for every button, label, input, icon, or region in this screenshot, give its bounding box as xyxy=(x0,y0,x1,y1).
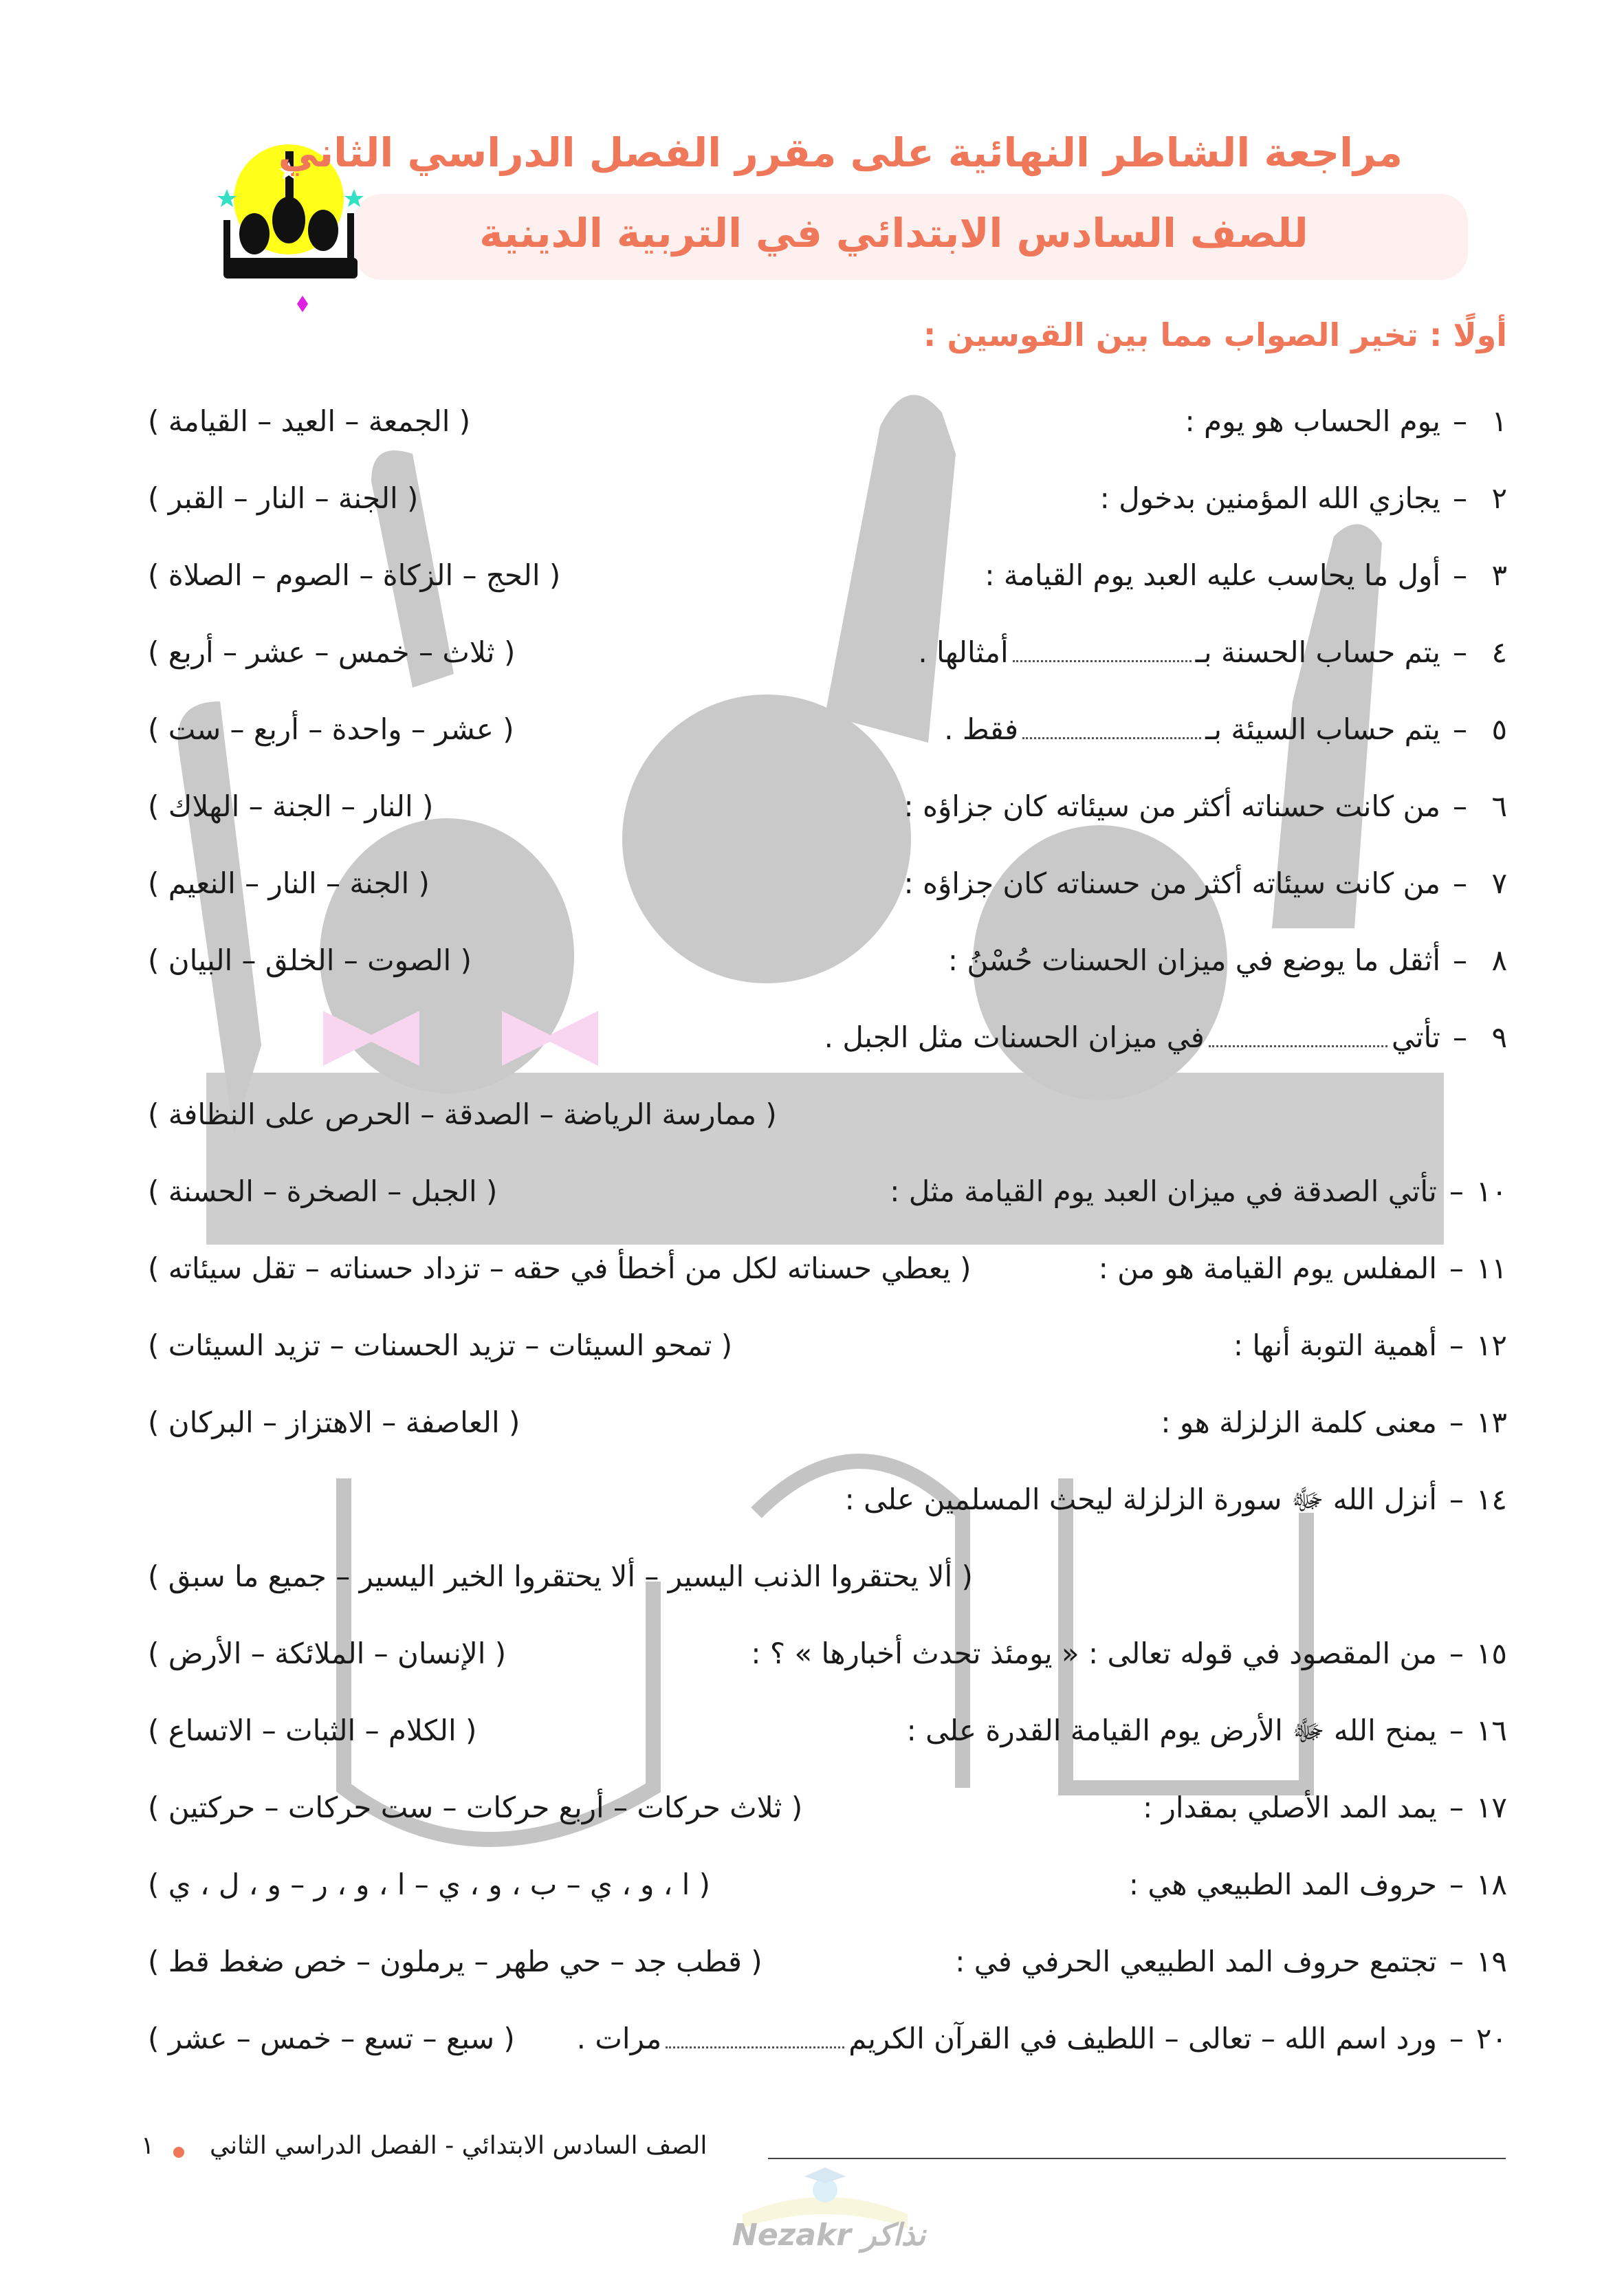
question-text xyxy=(944,710,1507,749)
question-number: ١٣ xyxy=(1475,1406,1507,1439)
dash: – xyxy=(1453,866,1467,900)
question-number: ٢ xyxy=(1491,481,1507,515)
question-number: ١٩ xyxy=(1475,1945,1507,1978)
page-number: ١ xyxy=(141,2132,155,2160)
question-number: ٨ xyxy=(1491,943,1507,977)
question-text xyxy=(1099,1249,1507,1288)
question-number: ١٥ xyxy=(1475,1637,1507,1670)
dash: – xyxy=(1449,1637,1464,1670)
question-row xyxy=(0,1326,1624,1403)
question-text xyxy=(1185,402,1507,441)
footer-divider xyxy=(768,2158,1506,2159)
question-row xyxy=(0,1249,1624,1326)
question-stem: من كانت حسناته أكثر من سيئاته كان جزاؤه : xyxy=(903,789,1440,823)
question-number: ٧ xyxy=(1491,866,1507,900)
answer-options: ( الصوت – الخلق – البيان ) xyxy=(148,943,472,977)
question-row xyxy=(0,1172,1624,1249)
question-stem: أول ما يحاسب عليه العبد يوم القيامة : xyxy=(985,558,1440,592)
question-stem: تأتي الصدقة في ميزان العبد يوم القيامة مثل : xyxy=(890,1174,1437,1208)
answer-options: ( الكلام – الثبات – الاتساع ) xyxy=(148,1714,477,1747)
question-row xyxy=(0,556,1624,633)
answer-options: ( قطب جد – حي طهر – يرملون – خص ضغط قط ) xyxy=(148,1945,762,1978)
question-number: ٦ xyxy=(1491,789,1507,823)
question-stem-end: مرات . xyxy=(576,2022,662,2055)
question-row xyxy=(0,479,1624,556)
question-text xyxy=(1143,1789,1507,1827)
question-stem: يتم حساب السيئة بـ xyxy=(1205,712,1440,746)
answer-options: ( الحج – الزكاة – الصوم – الصلاة ) xyxy=(148,558,561,592)
answer-options: ( الجنة – النار – القبر ) xyxy=(148,481,419,515)
answer-options: ( ا ، و ، ي – ب ، و ، ي – ا ، و ، ر – و ، ل ، ي ) xyxy=(148,1868,711,1901)
question-row xyxy=(0,1635,1624,1712)
question-row xyxy=(0,2020,1624,2097)
question-row xyxy=(0,1866,1624,1943)
question-text xyxy=(955,1943,1507,1981)
dash: – xyxy=(1449,1714,1464,1747)
question-text xyxy=(1129,1866,1507,1904)
question-text xyxy=(890,1172,1507,1211)
dash: – xyxy=(1449,1329,1464,1362)
question-stem: يوم الحساب هو يوم : xyxy=(1185,404,1440,438)
question-text xyxy=(1161,1403,1507,1442)
question-stem: المفلس يوم القيامة هو من : xyxy=(1098,1251,1437,1285)
question-number: ٥ xyxy=(1491,712,1507,746)
answer-blank xyxy=(1209,1038,1387,1047)
answer-options: ( الجمعة – العيد – القيامة ) xyxy=(148,404,471,438)
question-number: ١٨ xyxy=(1475,1868,1507,1901)
question-row xyxy=(0,1712,1624,1789)
answer-options: ( يعطي حسناته لكل من أخطأ في حقه – تزداد حسناته – تقل سيئاته ) xyxy=(148,1251,972,1285)
nezakr-watermark: Nezakr نذاكر xyxy=(732,2218,926,2253)
question-stem: يجازي الله المؤمنين بدخول : xyxy=(1099,481,1440,515)
question-row xyxy=(0,1403,1624,1480)
question-row xyxy=(0,1480,1624,1557)
question-number: ١٧ xyxy=(1475,1791,1507,1824)
answer-options: ( الجبل – الصخرة – الحسنة ) xyxy=(148,1174,498,1208)
page-title: مراجعة الشاطر النهائية على مقرر الفصل الدراسي الثاني xyxy=(278,129,1403,176)
dash: – xyxy=(1453,481,1467,515)
answer-options: ( سبع – تسع – خمس – عشر ) xyxy=(148,2022,515,2055)
question-row xyxy=(0,402,1624,479)
question-number: ١ xyxy=(1491,404,1507,438)
question-row xyxy=(0,633,1624,710)
question-text xyxy=(903,864,1507,903)
question-number: ٩ xyxy=(1491,1020,1507,1054)
question-row xyxy=(0,787,1624,864)
answer-blank xyxy=(666,2040,844,2048)
question-number: ١٤ xyxy=(1475,1483,1507,1516)
dash: – xyxy=(1453,635,1467,669)
answer-options: ( الإنسان – الملائكة – الأرض ) xyxy=(148,1637,507,1670)
question-stem: ورد اسم الله – تعالى – اللطيف في القرآن الكريم xyxy=(848,2022,1437,2055)
question-number: ١٠ xyxy=(1475,1174,1507,1208)
question-stem: حروف المد الطبيعي هي : xyxy=(1128,1868,1437,1901)
dash: – xyxy=(1449,1406,1464,1439)
question-text xyxy=(824,1018,1507,1057)
question-text xyxy=(577,2020,1507,2058)
question-stem: يتم حساب الحسنة بـ xyxy=(1195,635,1440,669)
dash: – xyxy=(1453,943,1467,977)
question-number: ٢٠ xyxy=(1475,2022,1507,2055)
question-text xyxy=(845,1480,1507,1519)
question-stem: تأتي xyxy=(1391,1020,1440,1054)
question-row xyxy=(0,941,1624,1018)
question-stem-end: في ميزان الحسنات مثل الجبل . xyxy=(824,1020,1205,1054)
question-stem: من المقصود في قوله تعالى : « يومئذ تحدث أخبارها » ؟ : xyxy=(751,1637,1437,1670)
question-number: ١١ xyxy=(1475,1251,1507,1285)
answer-blank xyxy=(1013,653,1192,662)
answer-blank xyxy=(1022,730,1201,739)
question-stem: معنى كلمة الزلزلة هو : xyxy=(1161,1406,1437,1439)
question-text xyxy=(948,941,1507,980)
question-stem-end: فقط . xyxy=(944,712,1019,746)
question-stem: أهمية التوبة أنها : xyxy=(1233,1329,1437,1362)
question-text xyxy=(1100,479,1507,518)
footer-text: الصف السادس الابتدائي - الفصل الدراسي الثاني xyxy=(210,2132,707,2160)
answer-options: ( النار – الجنة – الهلاك ) xyxy=(148,789,434,823)
question-number: ٤ xyxy=(1491,635,1507,669)
question-stem: يمنح الله ﷻ الأرض يوم القيامة القدرة على : xyxy=(906,1714,1437,1747)
question-text xyxy=(985,556,1507,595)
question-number: ٣ xyxy=(1491,558,1507,592)
question-stem: أثقل ما يوضع في ميزان الحسنات حُسْنُ : xyxy=(947,943,1440,977)
question-row xyxy=(0,710,1624,787)
question-number: ١٦ xyxy=(1475,1714,1507,1747)
question-row xyxy=(0,1095,1624,1172)
answer-options: ( ثلاث حركات – أربع حركات – ست حركات – حركتين ) xyxy=(148,1791,803,1824)
question-list xyxy=(0,402,1624,2097)
question-stem: أنزل الله ﷻ سورة الزلزلة ليحث المسلمين على : xyxy=(844,1483,1437,1516)
question-row xyxy=(0,1557,1624,1635)
page-subtitle: للصف السادس الابتدائي في التربية الدينية xyxy=(479,210,1308,256)
dash: – xyxy=(1449,1483,1464,1516)
dash: – xyxy=(1449,1868,1464,1901)
question-text xyxy=(918,633,1507,672)
answer-options: ( ثلاث – خمس – عشر – أربع ) xyxy=(148,635,516,669)
dash: – xyxy=(1449,1251,1464,1285)
answer-options: ( الجنة – النار – النعيم ) xyxy=(148,866,430,900)
dash: – xyxy=(1449,1945,1464,1978)
question-text xyxy=(751,1635,1507,1673)
answer-options: ( عشر – واحدة – أربع – ست ) xyxy=(148,712,514,746)
section-heading: أولًا : تخير الصواب مما بين القوسين : xyxy=(923,316,1507,353)
question-text xyxy=(903,787,1507,826)
dash: – xyxy=(1453,789,1467,823)
dash: – xyxy=(1449,2022,1464,2055)
question-stem: من كانت سيئاته أكثر من حسناته كان جزاؤه : xyxy=(903,866,1440,900)
dash: – xyxy=(1453,1020,1467,1054)
question-row xyxy=(0,1789,1624,1866)
dash: – xyxy=(1449,1174,1464,1208)
question-text xyxy=(1233,1326,1507,1365)
dash: – xyxy=(1453,558,1467,592)
answer-options: ( تمحو السيئات – تزيد الحسنات – تزيد السيئات ) xyxy=(148,1329,733,1362)
question-row xyxy=(0,1943,1624,2020)
dash: – xyxy=(1453,712,1467,746)
answer-options: ( العاصفة – الاهتزاز – البركان ) xyxy=(148,1406,520,1439)
question-number: ١٢ xyxy=(1475,1329,1507,1362)
question-row xyxy=(0,864,1624,941)
question-stem: يمد المد الأصلي بمقدار : xyxy=(1143,1791,1437,1824)
dash: – xyxy=(1453,404,1467,438)
footer-dot-icon xyxy=(173,2147,184,2158)
question-stem-end: أمثالها . xyxy=(918,635,1009,669)
question-text xyxy=(907,1712,1507,1750)
question-row xyxy=(0,1018,1624,1095)
dash: – xyxy=(1449,1791,1464,1824)
answer-options: ( ألا يحتقروا الذنب اليسير – ألا يحتقروا الخير اليسير – جميع ما سبق ) xyxy=(148,1560,973,1593)
question-stem: تجتمع حروف المد الطبيعي الحرفي في : xyxy=(955,1945,1437,1978)
answer-options: ( ممارسة الرياضة – الصدقة – الحرص على النظافة ) xyxy=(148,1097,777,1131)
